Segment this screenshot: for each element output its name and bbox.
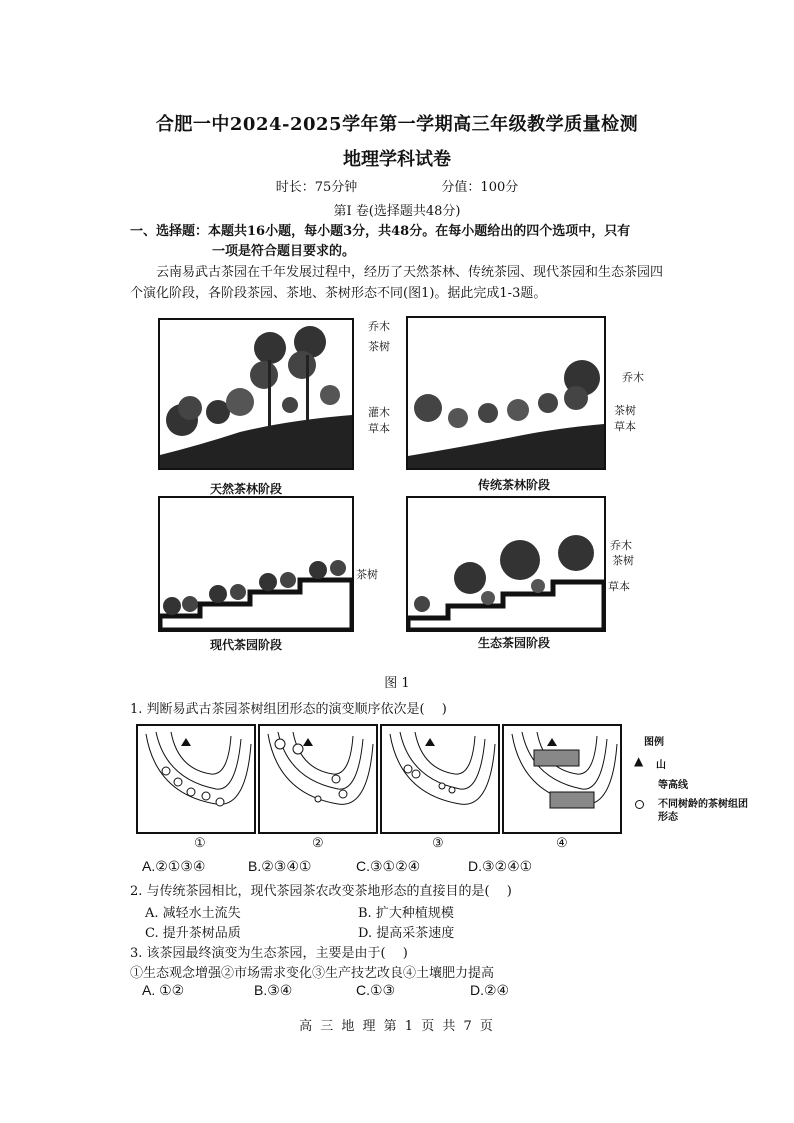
question-3: 3. 该茶园最终演变为生态茶园，主要是由于( ) <box>130 946 408 961</box>
eco-garden-drawing <box>408 498 604 630</box>
modern-garden-drawing <box>160 498 352 630</box>
legend-cluster: 不同树龄的茶树组团形态 <box>658 799 748 823</box>
panel-caption: 传统茶林阶段 <box>478 478 551 492</box>
q3-option-d[interactable]: D.②④ <box>470 982 510 998</box>
label-arbor: 乔木 <box>622 371 644 384</box>
q3-option-a[interactable]: A. ①② <box>142 982 185 998</box>
q2-option-b[interactable]: B. 扩大种植规模 <box>358 906 454 921</box>
q2-option-d[interactable]: D. 提高采茶速度 <box>358 926 455 941</box>
section-line-2: 一项是符合题目要求的。 <box>212 244 356 259</box>
cluster-icon <box>635 800 644 809</box>
intro-paragraph: 云南易武古茶园在千年发展过程中，经历了天然茶林、传统茶园、现代茶园和生态茶园四个演化阶段，各阶段茶园、茶地、茶树形态不同(图1)。据此完成1-3题。 <box>130 265 664 301</box>
q1-option-c[interactable]: C.③①②④ <box>356 858 421 874</box>
q3-statements: ①生态观念增强②市场需求变化③生产技艺改良④土壤肥力提高 <box>130 966 495 981</box>
panel-natural-forest <box>158 318 354 496</box>
q1-option-d[interactable]: D.③②④① <box>468 858 533 874</box>
page-footer: 高 三 地 理 第 1 页 共 7 页 <box>299 1019 495 1034</box>
q3-option-b[interactable]: B.③④ <box>254 982 293 998</box>
map-number-3: ③ <box>432 836 444 851</box>
section-line-1: 一、选择题：本题共16小题，每小题3分，共48分。在每小题给出的四个选项中，只有 <box>130 224 631 239</box>
label-tea-tree: 茶树 <box>612 554 634 567</box>
question-2: 2. 与传统茶园相比，现代茶园茶农改变茶地形态的直接目的是( ) <box>130 884 512 899</box>
legend-mountain: 山 <box>656 760 666 771</box>
contour-map-1 <box>137 725 255 833</box>
panel-caption: 天然茶林阶段 <box>210 482 283 496</box>
question-1: 1. 判断易武古茶园茶树组团形态的演变顺序依次是( ) <box>130 702 447 717</box>
panel-eco-garden <box>406 496 606 650</box>
duration: 时长：75分钟 <box>275 180 358 195</box>
label-herb: 草本 <box>614 420 636 433</box>
label-arbor: 乔木 <box>610 539 632 552</box>
q2-option-a[interactable]: A. 减轻水土流失 <box>145 906 241 921</box>
exam-meta <box>0 176 794 195</box>
panel-caption: 生态茶园阶段 <box>478 636 551 650</box>
q3-option-c[interactable]: C.①③ <box>356 982 396 998</box>
natural-forest-drawing <box>160 320 352 468</box>
contour-map-2 <box>259 725 377 833</box>
section-heading <box>130 222 670 262</box>
panel-modern-garden <box>158 496 354 652</box>
label-herb: 草本 <box>368 422 390 435</box>
subject-title: 地理学科试卷 <box>343 149 451 170</box>
map-number-2: ② <box>312 836 324 851</box>
panel-traditional-forest <box>406 316 606 492</box>
map-number-4: ④ <box>556 836 568 851</box>
exam-title: 合肥一中2024-2025学年第一学期高三年级教学质量检测 <box>155 114 639 135</box>
contour-maps <box>136 724 636 836</box>
figure-caption: 图 1 <box>384 676 410 691</box>
mountain-icon: ▲ <box>634 754 644 768</box>
legend-title: 图例 <box>644 737 664 748</box>
traditional-forest-drawing <box>408 318 604 468</box>
panel-caption: 现代茶园阶段 <box>210 638 283 652</box>
label-tea-tree: 茶树 <box>368 340 390 353</box>
q2-option-c[interactable]: C. 提升茶树品质 <box>145 926 241 941</box>
q1-option-a[interactable]: A.②①③④ <box>142 858 206 874</box>
legend-contour: 等高线 <box>658 780 688 791</box>
contour-map-4 <box>503 725 621 833</box>
label-shrub: 灌木 <box>368 406 390 419</box>
label-tea-tree: 茶树 <box>356 568 378 581</box>
label-arbor: 乔木 <box>368 320 390 333</box>
label-herb: 草本 <box>608 580 630 593</box>
part-heading: 第I 卷(选择题共48分) <box>333 204 461 219</box>
label-tea-tree: 茶树 <box>614 404 636 417</box>
map-number-1: ① <box>194 836 206 851</box>
q1-option-b[interactable]: B.②③④① <box>248 858 312 874</box>
contour-map-3 <box>381 725 499 833</box>
score: 分值：100分 <box>441 180 519 195</box>
